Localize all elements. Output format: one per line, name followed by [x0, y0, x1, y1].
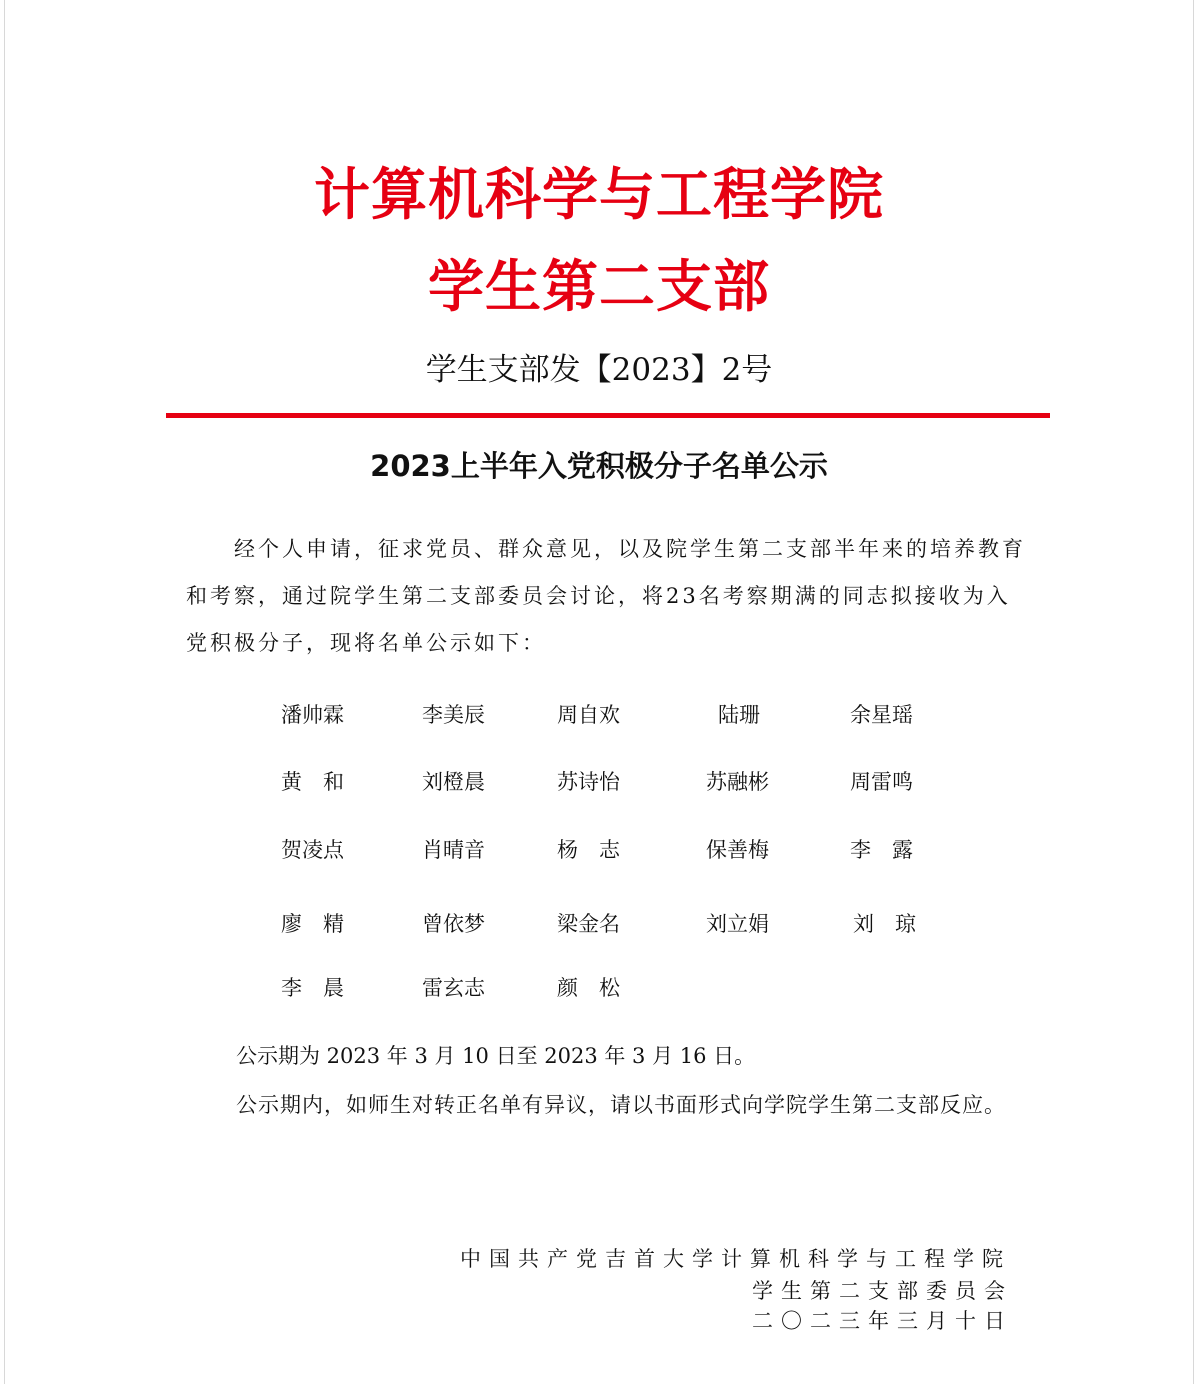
body-paragraph: 经个人申请，征求党员、群众意见，以及院学生第二支部半年来的培养教育和考察，通过院学生第二支部委员会讨论，将23名考察期满的同志拟接收为入党积极分子，现将名单公示如下： [186, 537, 1026, 655]
name-item: 李 露 [850, 838, 913, 862]
document-number: 学生支部发【2023】2号 [425, 352, 773, 388]
name-item: 刘橙晨 [422, 770, 485, 794]
name-item: 潘帅霖 [281, 703, 344, 727]
notice-objection: 公示期内，如师生对转正名单有异议，请以书面形式向学院学生第二支部反应。 [236, 1093, 1006, 1117]
name-item: 保善梅 [706, 838, 769, 862]
red-divider [166, 413, 1050, 418]
name-item: 黄 和 [281, 770, 344, 794]
org-name-line1: 计算机科学与工程学院 [314, 163, 884, 228]
name-item: 雷玄志 [422, 976, 485, 1000]
document-title: 2023上半年入党积极分子名单公示 [370, 449, 828, 483]
signature-date: 二〇二三年三月十日 [752, 1309, 1013, 1333]
notice-period: 公示期为 2023 年 3 月 10 日至 2023 年 3 月 16 日。 [236, 1044, 756, 1068]
name-item: 周自欢 [557, 703, 620, 727]
name-item: 贺凌点 [281, 838, 344, 862]
name-item: 肖晴音 [422, 838, 485, 862]
signature-organization: 中国共产党吉首大学计算机科学与工程学院 [460, 1247, 1011, 1271]
name-item: 余星瑶 [850, 703, 913, 727]
name-item: 刘 琼 [853, 912, 916, 936]
name-item: 陆珊 [718, 703, 760, 727]
name-item: 廖 精 [281, 912, 344, 936]
name-item: 周雷鸣 [850, 770, 913, 794]
name-item: 苏诗怡 [557, 770, 620, 794]
signature-committee: 学生第二支部委员会 [752, 1279, 1013, 1303]
name-item: 梁金名 [557, 912, 620, 936]
org-name-line2: 学生第二支部 [428, 255, 770, 320]
name-item: 杨 志 [557, 838, 620, 862]
name-item: 颜 松 [557, 976, 620, 1000]
name-item: 李 晨 [281, 976, 344, 1000]
name-item: 刘立娟 [706, 912, 769, 936]
name-item: 苏融彬 [706, 770, 769, 794]
name-item: 李美辰 [422, 703, 485, 727]
name-item: 曾依梦 [422, 912, 485, 936]
